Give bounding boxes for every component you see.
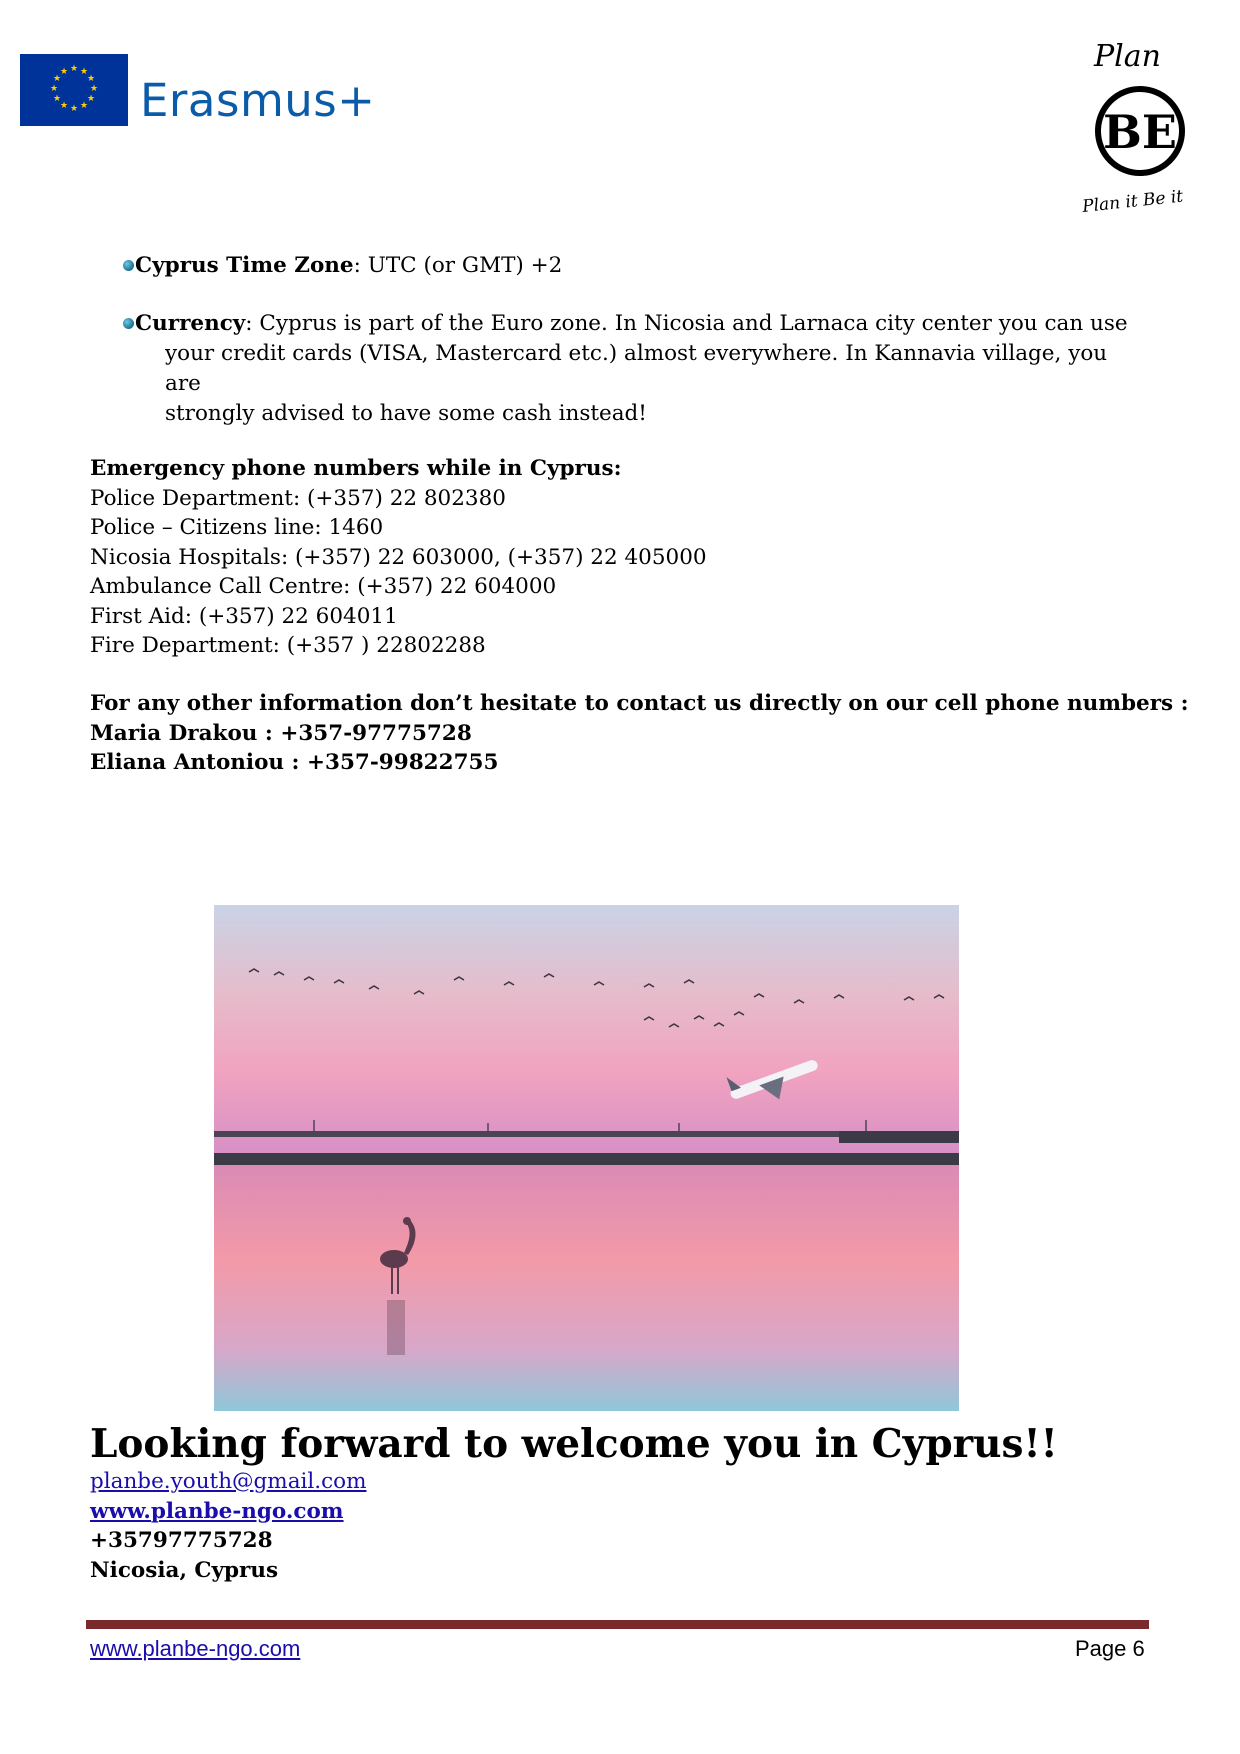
svg-text:★: ★ (79, 67, 89, 77)
svg-text:★: ★ (89, 84, 99, 94)
svg-text:★: ★ (86, 74, 96, 84)
bullet-icon (123, 318, 134, 329)
erasmus-plus-wordmark: Erasmus+ (140, 74, 376, 127)
eu-stars-icon (20, 54, 128, 126)
currency-line: : Cyprus is part of the Euro zone. In Nicosia and Larnaca city center you can use (245, 311, 1128, 336)
svg-text:★: ★ (52, 94, 62, 104)
contacts-section (90, 689, 1189, 778)
bullet-icon (123, 260, 134, 271)
currency-line: strongly advised to have some cash instead! (165, 401, 647, 426)
currency-item (135, 309, 1135, 429)
plan-be-logo (1080, 36, 1210, 216)
emergency-line: Fire Department: (+357 ) 22802288 (90, 633, 486, 658)
emergency-heading: Emergency phone numbers while in Cyprus: (90, 456, 622, 481)
currency-label: Currency (135, 311, 246, 336)
footer-website-link[interactable]: www.planbe-ngo.com (90, 1636, 301, 1661)
closing-location: Nicosia, Cyprus (90, 1557, 279, 1583)
welcome-heading: Looking forward to welcome you in Cyprus!! (90, 1421, 1058, 1467)
svg-text:★: ★ (69, 64, 79, 74)
website-link[interactable]: www.planbe-ngo.com (90, 1498, 344, 1524)
emergency-line: Nicosia Hospitals: (+357) 22 603000, (+357) 22 405000 (90, 544, 707, 570)
svg-text:★: ★ (69, 104, 79, 114)
emergency-line: Ambulance Call Centre: (+357) 22 604000 (90, 574, 557, 599)
emergency-line: Police Department: (+357) 22 802380 (90, 485, 506, 511)
svg-text:★: ★ (59, 67, 69, 77)
logo-bottom-text: Plan it Be it (1081, 186, 1185, 216)
email-link[interactable]: planbe.youth@gmail.com (90, 1469, 367, 1494)
emergency-section (90, 454, 1170, 661)
page-number: Page 6 (1075, 1636, 1145, 1661)
svg-text:★: ★ (59, 101, 69, 111)
flamingo-lake-photo (214, 905, 959, 1411)
timezone-value: : UTC (or GMT) +2 (353, 253, 563, 278)
contact-person: Maria Drakou : +357-97775728 (90, 720, 472, 746)
closing-phone: +35797775728 (90, 1528, 273, 1553)
svg-text:★: ★ (79, 101, 89, 111)
closing-contact-block (90, 1467, 366, 1585)
logo-monogram: BE (1103, 105, 1177, 159)
emergency-line: Police – Citizens line: 1460 (90, 515, 384, 540)
emergency-line: First Aid: (+357) 22 604011 (90, 603, 398, 629)
contact-person: Eliana Antoniou : +357-99822755 (90, 750, 499, 775)
svg-text:★: ★ (49, 84, 59, 94)
logo-top-text: Plan (1094, 39, 1161, 74)
timezone-item (135, 251, 1135, 281)
eu-flag-logo (20, 54, 128, 126)
timezone-label: Cyprus Time Zone (135, 253, 354, 278)
svg-text:★: ★ (52, 74, 62, 84)
contacts-intro: For any other information don’t hesitate to contact us directly on our cell phone numbers : (90, 691, 1189, 716)
currency-line: your credit cards (VISA, Mastercard etc.) almost everywhere. In Kannavia village, you are (165, 341, 1108, 396)
footer-divider (86, 1620, 1149, 1629)
svg-text:★: ★ (86, 94, 96, 104)
